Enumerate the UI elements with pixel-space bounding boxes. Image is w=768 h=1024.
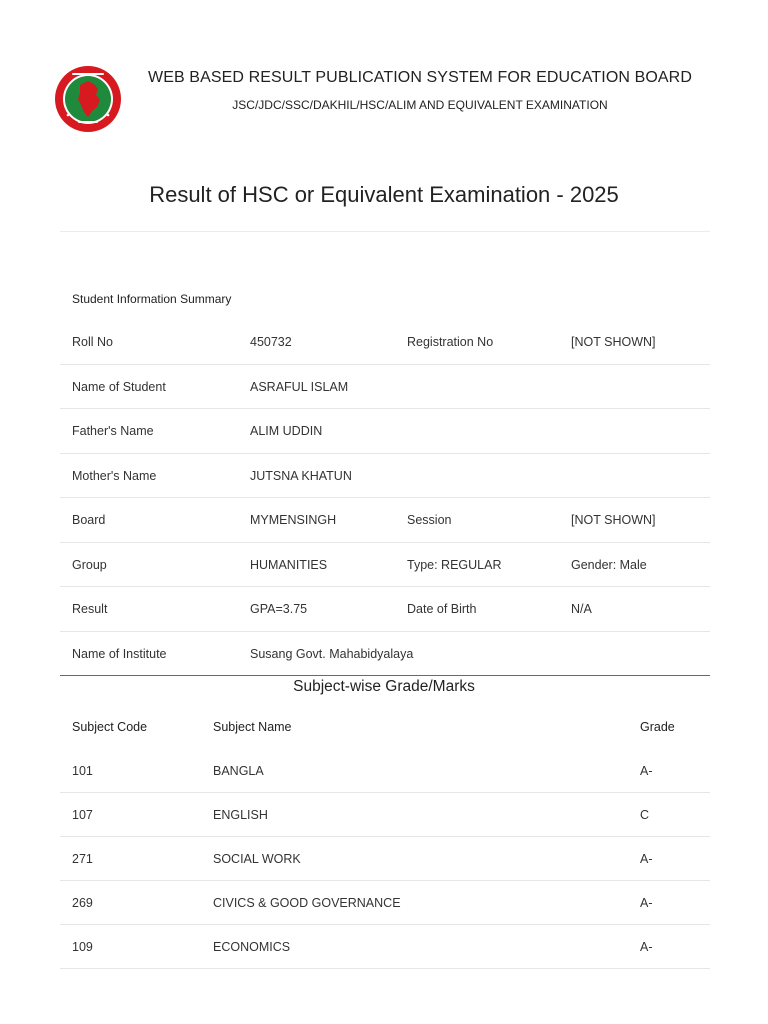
subject-grade: A- <box>640 896 653 910</box>
header-title: WEB BASED RESULT PUBLICATION SYSTEM FOR EDUCATION BOARD <box>148 69 692 86</box>
info-value: Susang Govt. Mahabidyalaya <box>250 646 414 661</box>
subject-code: 271 <box>72 852 93 866</box>
info-label: Name of Institute <box>72 646 167 661</box>
info-label: Father's Name <box>72 424 154 438</box>
subject-code: 107 <box>72 808 93 822</box>
info-label: Group <box>72 557 107 572</box>
subject-grade: A- <box>640 764 653 778</box>
subject-code: 101 <box>72 764 93 778</box>
info-value: HUMANITIES <box>250 557 328 572</box>
info-value: JUTSNA KHATUN <box>250 468 352 483</box>
info-row-roll <box>60 320 710 365</box>
header-subtitle: JSC/JDC/SSC/DAKHIL/HSC/ALIM AND EQUIVALENT EXAMINATION <box>232 98 608 112</box>
info-value: [NOT SHOWN] <box>571 513 656 527</box>
info-value: ASRAFUL ISLAM <box>250 379 349 394</box>
student-info-table <box>60 320 710 676</box>
subject-name: ENGLISH <box>213 808 268 822</box>
info-row-father <box>60 409 710 454</box>
subject-grade: A- <box>640 852 653 866</box>
subject-name: ECONOMICS <box>213 940 291 954</box>
info-value: Gender: Male <box>571 557 647 572</box>
info-row-board <box>60 498 710 543</box>
subject-code: 109 <box>72 940 93 954</box>
subject-name: BANGLA <box>213 764 264 778</box>
info-label: Roll No <box>72 335 113 349</box>
subject-name: SOCIAL WORK <box>213 852 301 866</box>
subjects-table <box>60 706 710 969</box>
column-header-grade: Grade <box>640 720 675 734</box>
info-value: ALIM UDDIN <box>250 424 323 438</box>
table-row <box>60 749 710 793</box>
government-seal-icon <box>54 65 122 133</box>
divider <box>60 231 710 232</box>
section-title: Student Information Summary <box>72 292 232 306</box>
info-row-result <box>60 587 710 632</box>
info-value: MYMENSINGH <box>250 513 337 527</box>
column-header-code: Subject Code <box>72 720 148 734</box>
table-row <box>60 925 710 969</box>
info-row-name <box>60 365 710 410</box>
subject-code: 269 <box>72 896 93 910</box>
info-row-group <box>60 543 710 588</box>
info-label: Board <box>72 513 106 527</box>
info-label: Session <box>407 513 452 527</box>
info-row-institute <box>60 632 710 677</box>
info-value: 450732 <box>250 335 292 349</box>
info-label: Registration No <box>407 335 494 349</box>
table-row <box>60 881 710 925</box>
table-row <box>60 793 710 837</box>
info-value: [NOT SHOWN] <box>571 335 656 349</box>
page-title: Result of HSC or Equivalent Examination - 2025 <box>149 182 619 207</box>
info-label: Result <box>72 602 108 616</box>
info-row-mother <box>60 454 710 499</box>
info-label: Date of Birth <box>407 602 477 616</box>
info-label: Mother's Name <box>72 468 157 483</box>
subject-grade: C <box>640 808 650 822</box>
column-header-name: Subject Name <box>213 720 292 734</box>
info-label: Name of Student <box>72 379 166 394</box>
info-value: GPA=3.75 <box>250 602 308 616</box>
subject-grade: A- <box>640 940 653 954</box>
info-value: Type: REGULAR <box>407 557 502 572</box>
subjects-title: Subject-wise Grade/Marks <box>293 678 475 695</box>
table-row <box>60 837 710 881</box>
subject-name: CIVICS & GOOD GOVERNANCE <box>213 896 401 910</box>
info-value: N/A <box>571 602 592 616</box>
page-header <box>0 0 768 140</box>
table-header <box>60 706 710 749</box>
